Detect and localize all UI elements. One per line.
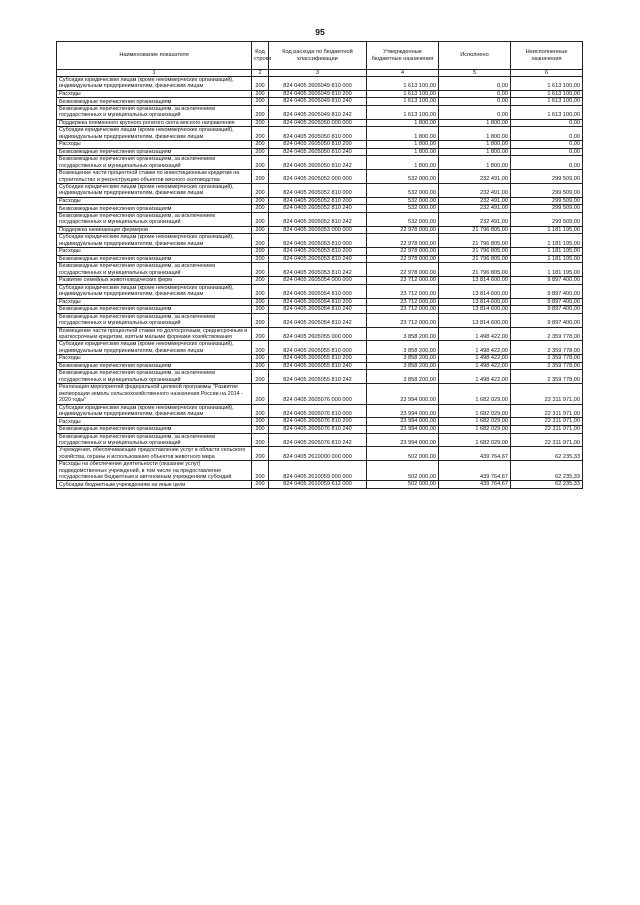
budget-code-cell: 824 0405 2605050 810 200: [269, 141, 367, 149]
budget-code-cell: 824 0405 2605049 810 240: [269, 98, 367, 106]
unexecuted-amount-cell: 299 509,00: [511, 197, 583, 205]
table-row: [57, 447, 583, 461]
executed-amount-cell: 1 800,00: [439, 119, 511, 127]
budget-code-cell: 824 0405 2610000 000 000: [269, 447, 367, 461]
executed-amount-cell: 1 682 029,00: [439, 418, 511, 426]
budget-code-cell: 824 0405 2605076 000 000: [269, 384, 367, 404]
table-row: [57, 119, 583, 127]
unexecuted-amount-cell: 62 235,33: [511, 461, 583, 481]
unexecuted-amount-cell: 22 311 971,00: [511, 418, 583, 426]
column-number: 5: [439, 70, 511, 77]
unexecuted-amount-cell: 299 509,00: [511, 205, 583, 213]
table-row: [57, 127, 583, 141]
line-code-cell: 200: [252, 255, 269, 263]
table-row: [57, 213, 583, 227]
budget-code-cell: 824 0405 2605053 810 242: [269, 263, 367, 277]
line-code-cell: 200: [252, 197, 269, 205]
line-code-cell: 200: [252, 341, 269, 355]
approved-amount-cell: 23 712 000,00: [367, 313, 439, 327]
indicator-name-cell: Безвозмездные перечисления организациям: [57, 362, 252, 370]
indicator-name-cell: Расходы: [57, 90, 252, 98]
line-code-cell: 200: [252, 447, 269, 461]
approved-amount-cell: 22 978 000,00: [367, 248, 439, 256]
column-number-row: [57, 70, 583, 77]
unexecuted-amount-cell: 0,00: [511, 156, 583, 170]
indicator-name-cell: Субсидии бюджетным учреждениям на иные цели: [57, 481, 252, 489]
indicator-name-cell: Безвозмездные перечисления организациям, за исключением государственных и муниципальных организаций: [57, 313, 252, 327]
approved-amount-cell: 23 994 000,00: [367, 384, 439, 404]
table-row: [57, 263, 583, 277]
budget-code-cell: 824 0405 2605053 810 000: [269, 234, 367, 248]
line-code-cell: 200: [252, 98, 269, 106]
budget-code-cell: 824 0405 2605052 810 200: [269, 197, 367, 205]
page-number: 95: [315, 27, 325, 37]
executed-amount-cell: 1 682 029,00: [439, 384, 511, 404]
column-number: 4: [367, 70, 439, 77]
line-code-cell: 200: [252, 77, 269, 91]
budget-code-cell: 824 0405 2605053 000 000: [269, 226, 367, 234]
budget-code-cell: 824 0405 2605050 810 000: [269, 127, 367, 141]
line-code-cell: 200: [252, 298, 269, 306]
unexecuted-amount-cell: 1 613 100,00: [511, 106, 583, 120]
approved-amount-cell: 23 994 000,00: [367, 404, 439, 418]
line-code-cell: 200: [252, 461, 269, 481]
executed-amount-cell: 13 814 600,00: [439, 284, 511, 298]
executed-amount-cell: 21 796 805,00: [439, 263, 511, 277]
line-code-cell: 200: [252, 119, 269, 127]
executed-amount-cell: 1 800,00: [439, 141, 511, 149]
approved-amount-cell: 3 858 200,00: [367, 362, 439, 370]
table-row: [57, 226, 583, 234]
executed-amount-cell: 1 800,00: [439, 148, 511, 156]
approved-amount-cell: 23 994 000,00: [367, 433, 439, 447]
indicator-name-cell: Расходы на обеспечение деятельности (оказание услуг) подведомственных учреждений, в том числе на предоставление государственным бюджетным и автономным учреждениям субсидий: [57, 461, 252, 481]
indicator-name-cell: Расходы: [57, 197, 252, 205]
table-row: [57, 355, 583, 363]
table-row: [57, 461, 583, 481]
executed-amount-cell: 1 682 029,00: [439, 404, 511, 418]
indicator-name-cell: Безвозмездные перечисления организациям, за исключением государственных и муниципальных организаций: [57, 213, 252, 227]
executed-amount-cell: 0,00: [439, 77, 511, 91]
indicator-name-cell: Безвозмездные перечисления организациям, за исключением государственных и муниципальных организаций: [57, 263, 252, 277]
table-row: [57, 298, 583, 306]
indicator-name-cell: Расходы: [57, 298, 252, 306]
unexecuted-amount-cell: 299 509,00: [511, 213, 583, 227]
table-row: [57, 141, 583, 149]
executed-amount-cell: 21 796 805,00: [439, 226, 511, 234]
approved-amount-cell: 532 000,00: [367, 184, 439, 198]
indicator-name-cell: Возмещение части процентной ставки по инвестиционным кредитам на строительство и реконструкцию объектов мясного скотоводства: [57, 170, 252, 184]
budget-code-cell: 824 0405 2605055 000 000: [269, 327, 367, 341]
executed-amount-cell: 1 800,00: [439, 127, 511, 141]
executed-amount-cell: 232 491,00: [439, 184, 511, 198]
line-code-cell: 200: [252, 355, 269, 363]
table-header-row: [57, 42, 583, 70]
executed-amount-cell: 13 814 600,00: [439, 313, 511, 327]
indicator-name-cell: Безвозмездные перечисления организациям, за исключением государственных и муниципальных организаций: [57, 156, 252, 170]
approved-amount-cell: 23 712 000,00: [367, 298, 439, 306]
table-row: [57, 90, 583, 98]
executed-amount-cell: 439 764,67: [439, 481, 511, 489]
budget-code-cell: 824 0405 2605076 810 000: [269, 404, 367, 418]
table-row: [57, 362, 583, 370]
table-row: [57, 205, 583, 213]
table-row: [57, 248, 583, 256]
executed-amount-cell: 1 498 422,00: [439, 370, 511, 384]
executed-amount-cell: 1 498 422,00: [439, 327, 511, 341]
unexecuted-amount-cell: 22 311 971,00: [511, 433, 583, 447]
indicator-name-cell: Учреждения, обеспечивающие предоставление услуг в области сельского хозяйства, охраны и использования объектов животного мира: [57, 447, 252, 461]
line-code-cell: 200: [252, 404, 269, 418]
unexecuted-amount-cell: 9 897 400,00: [511, 298, 583, 306]
executed-amount-cell: 1 800,00: [439, 156, 511, 170]
approved-amount-cell: 532 000,00: [367, 197, 439, 205]
budget-code-cell: 824 0405 2605052 810 000: [269, 184, 367, 198]
executed-amount-cell: 439 764,67: [439, 447, 511, 461]
table-row: [57, 433, 583, 447]
unexecuted-amount-cell: 22 311 971,00: [511, 384, 583, 404]
unexecuted-amount-cell: 0,00: [511, 148, 583, 156]
budget-code-cell: 824 0405 2605053 810 240: [269, 255, 367, 263]
approved-amount-cell: 502 000,00: [367, 447, 439, 461]
unexecuted-amount-cell: 2 359 778,00: [511, 341, 583, 355]
approved-amount-cell: 502 000,00: [367, 461, 439, 481]
executed-amount-cell: 13 814 600,00: [439, 277, 511, 285]
line-code-cell: 200: [252, 226, 269, 234]
line-code-cell: 200: [252, 277, 269, 285]
approved-amount-cell: 22 978 000,00: [367, 263, 439, 277]
line-code-cell: 200: [252, 127, 269, 141]
unexecuted-amount-cell: 1 181 195,00: [511, 226, 583, 234]
budget-code-cell: 824 0405 2605076 810 242: [269, 433, 367, 447]
executed-amount-cell: 232 491,00: [439, 213, 511, 227]
executed-amount-cell: 13 814 600,00: [439, 298, 511, 306]
line-code-cell: 200: [252, 284, 269, 298]
approved-amount-cell: 532 000,00: [367, 205, 439, 213]
unexecuted-amount-cell: 299 509,00: [511, 184, 583, 198]
budget-code-cell: 824 0405 2605076 810 240: [269, 425, 367, 433]
executed-amount-cell: 0,00: [439, 98, 511, 106]
budget-code-cell: 824 0405 2605055 810 240: [269, 362, 367, 370]
line-code-cell: 200: [252, 90, 269, 98]
indicator-name-cell: Развитие семейных животноводческих ферм: [57, 277, 252, 285]
unexecuted-amount-cell: 0,00: [511, 127, 583, 141]
line-code-cell: 200: [252, 425, 269, 433]
approved-amount-cell: 532 000,00: [367, 170, 439, 184]
executed-amount-cell: 21 796 805,00: [439, 248, 511, 256]
budget-code-cell: 824 0405 2605052 810 242: [269, 213, 367, 227]
approved-amount-cell: 502 000,00: [367, 481, 439, 489]
table-row: [57, 170, 583, 184]
executed-amount-cell: 1 498 422,00: [439, 355, 511, 363]
line-code-cell: 200: [252, 148, 269, 156]
column-number: 1: [57, 70, 252, 77]
line-code-cell: 200: [252, 370, 269, 384]
unexecuted-amount-cell: 9 897 400,00: [511, 306, 583, 314]
indicator-name-cell: Субсидии юридическим лицам (кроме некоммерческих организаций), индивидуальным предпринимателям, физическим лицам: [57, 284, 252, 298]
unexecuted-amount-cell: 0,00: [511, 141, 583, 149]
budget-code-cell: 824 0405 2605054 810 242: [269, 313, 367, 327]
indicator-name-cell: Расходы: [57, 248, 252, 256]
budget-code-cell: 824 0405 2605049 810 000: [269, 77, 367, 91]
unexecuted-amount-cell: 1 181 195,00: [511, 255, 583, 263]
indicator-name-cell: Реализация мероприятий федеральной целевой программы "Развитие мелиорации земель сельскохозяйственного назначения России на 2014 - 2020 годы": [57, 384, 252, 404]
table-row: [57, 277, 583, 285]
approved-amount-cell: 1 800,00: [367, 148, 439, 156]
indicator-name-cell: Безвозмездные перечисления организациям, за исключением государственных и муниципальных организаций: [57, 433, 252, 447]
budget-code-cell: 824 0405 2605076 810 200: [269, 418, 367, 426]
table-row: [57, 197, 583, 205]
approved-amount-cell: 1 613 100,00: [367, 106, 439, 120]
table-row: [57, 341, 583, 355]
indicator-name-cell: Расходы: [57, 141, 252, 149]
approved-amount-cell: 23 712 000,00: [367, 306, 439, 314]
unexecuted-amount-cell: 22 311 971,00: [511, 425, 583, 433]
budget-code-cell: 824 0405 2605054 810 200: [269, 298, 367, 306]
budget-code-cell: 824 0405 2605053 810 200: [269, 248, 367, 256]
table-row: [57, 234, 583, 248]
unexecuted-amount-cell: 9 897 400,00: [511, 277, 583, 285]
indicator-name-cell: Безвозмездные перечисления организациям, за исключением государственных и муниципальных организаций: [57, 370, 252, 384]
approved-amount-cell: 3 858 200,00: [367, 327, 439, 341]
budget-execution-table: [56, 41, 583, 489]
column-number: 6: [511, 70, 583, 77]
executed-amount-cell: 1 498 422,00: [439, 362, 511, 370]
indicator-name-cell: Субсидии юридическим лицам (кроме некоммерческих организаций), индивидуальным предпринимателям, физическим лицам: [57, 184, 252, 198]
approved-amount-cell: 532 000,00: [367, 213, 439, 227]
indicator-name-cell: Поддержка начинающих фермеров: [57, 226, 252, 234]
budget-code-cell: 824 0405 2605049 810 200: [269, 90, 367, 98]
approved-amount-cell: 1 613 100,00: [367, 77, 439, 91]
line-code-cell: 200: [252, 313, 269, 327]
table-row: [57, 284, 583, 298]
line-code-cell: 200: [252, 170, 269, 184]
indicator-name-cell: Субсидии юридическим лицам (кроме некоммерческих организаций), индивидуальным предпринимателям, физическим лицам: [57, 404, 252, 418]
column-number: 3: [269, 70, 367, 77]
executed-amount-cell: 232 491,00: [439, 170, 511, 184]
budget-code-cell: 824 0405 2605052 000 000: [269, 170, 367, 184]
line-code-cell: 200: [252, 327, 269, 341]
budget-code-cell: 824 0405 2605054 810 000: [269, 284, 367, 298]
executed-amount-cell: 13 814 600,00: [439, 306, 511, 314]
executed-amount-cell: 21 796 805,00: [439, 255, 511, 263]
executed-amount-cell: 0,00: [439, 106, 511, 120]
table-row: [57, 184, 583, 198]
unexecuted-amount-cell: 2 359 778,00: [511, 370, 583, 384]
unexecuted-amount-cell: 1 181 195,00: [511, 234, 583, 248]
unexecuted-amount-cell: 299 509,00: [511, 170, 583, 184]
indicator-name-cell: Субсидии юридическим лицам (кроме некоммерческих организаций), индивидуальным предпринимателям, физическим лицам: [57, 234, 252, 248]
line-code-cell: 200: [252, 263, 269, 277]
approved-amount-cell: 1 613 100,00: [367, 90, 439, 98]
table-body: [57, 77, 583, 489]
table-row: [57, 98, 583, 106]
approved-amount-cell: 3 858 200,00: [367, 370, 439, 384]
approved-amount-cell: 22 978 000,00: [367, 226, 439, 234]
indicator-name-cell: Поддержка племенного крупного рогатого скота мясного направления: [57, 119, 252, 127]
approved-amount-cell: 23 712 000,00: [367, 284, 439, 298]
table-row: [57, 255, 583, 263]
executed-amount-cell: 439 764,67: [439, 461, 511, 481]
table-row: [57, 327, 583, 341]
table-row: [57, 313, 583, 327]
budget-code-cell: 824 0405 2605049 810 242: [269, 106, 367, 120]
table-row: [57, 384, 583, 404]
indicator-name-cell: Безвозмездные перечисления организациям: [57, 255, 252, 263]
budget-code-cell: 824 0405 2605050 810 240: [269, 148, 367, 156]
header-approved: Утвержденные бюджетные назначения: [367, 42, 439, 70]
line-code-cell: 200: [252, 156, 269, 170]
budget-code-cell: 824 0405 2605055 810 000: [269, 341, 367, 355]
budget-code-cell: 824 0405 2605054 810 240: [269, 306, 367, 314]
line-code-cell: 200: [252, 418, 269, 426]
line-code-cell: 200: [252, 205, 269, 213]
indicator-name-cell: Субсидии юридическим лицам (кроме некоммерческих организаций), индивидуальным предпринимателям, физическим лицам: [57, 77, 252, 91]
executed-amount-cell: 1 498 422,00: [439, 341, 511, 355]
indicator-name-cell: Безвозмездные перечисления организациям, за исключением государственных и муниципальных организаций: [57, 106, 252, 120]
executed-amount-cell: 232 491,00: [439, 197, 511, 205]
unexecuted-amount-cell: 1 613 100,00: [511, 98, 583, 106]
line-code-cell: 200: [252, 141, 269, 149]
unexecuted-amount-cell: 2 359 778,00: [511, 362, 583, 370]
budget-code-cell: 824 0405 2605055 810 242: [269, 370, 367, 384]
unexecuted-amount-cell: 1 613 100,00: [511, 90, 583, 98]
table-row: [57, 148, 583, 156]
approved-amount-cell: 1 800,00: [367, 156, 439, 170]
indicator-name-cell: Безвозмездные перечисления организациям: [57, 205, 252, 213]
line-code-cell: 200: [252, 234, 269, 248]
budget-code-cell: 824 0405 2605050 810 242: [269, 156, 367, 170]
budget-code-cell: 824 0405 2610059 000 000: [269, 461, 367, 481]
executed-amount-cell: 1 682 029,00: [439, 433, 511, 447]
table-row: [57, 425, 583, 433]
line-code-cell: 200: [252, 481, 269, 489]
approved-amount-cell: 1 613 100,00: [367, 98, 439, 106]
line-code-cell: 200: [252, 384, 269, 404]
budget-code-cell: 824 0405 2605054 000 000: [269, 277, 367, 285]
indicator-name-cell: Безвозмездные перечисления организациям: [57, 148, 252, 156]
approved-amount-cell: 22 978 000,00: [367, 234, 439, 248]
approved-amount-cell: 1 800,00: [367, 119, 439, 127]
indicator-name-cell: Субсидии юридическим лицам (кроме некоммерческих организаций), индивидуальным предпринимателям, физическим лицам: [57, 127, 252, 141]
column-number: 2: [252, 70, 269, 77]
line-code-cell: 200: [252, 306, 269, 314]
approved-amount-cell: 3 858 200,00: [367, 341, 439, 355]
line-code-cell: 200: [252, 362, 269, 370]
line-code-cell: 200: [252, 433, 269, 447]
budget-code-cell: 824 0405 2610059 612 000: [269, 481, 367, 489]
table-row: [57, 156, 583, 170]
table-row: [57, 404, 583, 418]
approved-amount-cell: 22 978 000,00: [367, 255, 439, 263]
unexecuted-amount-cell: 2 359 778,00: [511, 355, 583, 363]
executed-amount-cell: 21 796 805,00: [439, 234, 511, 248]
executed-amount-cell: 232 491,00: [439, 205, 511, 213]
approved-amount-cell: 23 994 000,00: [367, 418, 439, 426]
line-code-cell: 200: [252, 106, 269, 120]
indicator-name-cell: Субсидии юридическим лицам (кроме некоммерческих организаций), индивидуальным предпринимателям, физическим лицам: [57, 341, 252, 355]
approved-amount-cell: 1 800,00: [367, 141, 439, 149]
indicator-name-cell: Безвозмездные перечисления организациям: [57, 306, 252, 314]
table-row: [57, 77, 583, 91]
executed-amount-cell: 1 682 029,00: [439, 425, 511, 433]
budget-code-cell: 824 0405 2605052 810 240: [269, 205, 367, 213]
approved-amount-cell: 1 800,00: [367, 127, 439, 141]
unexecuted-amount-cell: 2 359 778,00: [511, 327, 583, 341]
table-row: [57, 418, 583, 426]
header-executed: Исполнено: [439, 42, 511, 70]
unexecuted-amount-cell: 1 181 195,00: [511, 248, 583, 256]
approved-amount-cell: 3 858 200,00: [367, 355, 439, 363]
line-code-cell: 200: [252, 184, 269, 198]
header-line-code: Код строки: [252, 42, 269, 70]
indicator-name-cell: Расходы: [57, 355, 252, 363]
line-code-cell: 200: [252, 248, 269, 256]
unexecuted-amount-cell: 0,00: [511, 119, 583, 127]
table-row: [57, 106, 583, 120]
table-row: [57, 306, 583, 314]
indicator-name-cell: Возмещение части процентной ставки по долгосрочным, среднесрочным и краткосрочным кредитам, взятым малыми формами хозяйствования: [57, 327, 252, 341]
header-unexecuted: Неисполненные назначения: [511, 42, 583, 70]
header-budget-code: Код расхода по бюджетной классификации: [269, 42, 367, 70]
table-row: [57, 370, 583, 384]
unexecuted-amount-cell: 1 613 100,00: [511, 77, 583, 91]
unexecuted-amount-cell: 9 897 400,00: [511, 313, 583, 327]
budget-code-cell: 824 0405 2605055 810 200: [269, 355, 367, 363]
approved-amount-cell: 23 994 000,00: [367, 425, 439, 433]
executed-amount-cell: 0,00: [439, 90, 511, 98]
unexecuted-amount-cell: 62 235,33: [511, 447, 583, 461]
line-code-cell: 200: [252, 213, 269, 227]
unexecuted-amount-cell: 62 235,33: [511, 481, 583, 489]
approved-amount-cell: 23 712 000,00: [367, 277, 439, 285]
unexecuted-amount-cell: 9 897 400,00: [511, 284, 583, 298]
indicator-name-cell: Безвозмездные перечисления организациям: [57, 98, 252, 106]
budget-code-cell: 824 0405 2605050 000 000: [269, 119, 367, 127]
unexecuted-amount-cell: 22 311 971,00: [511, 404, 583, 418]
unexecuted-amount-cell: 1 181 195,00: [511, 263, 583, 277]
table-row: [57, 481, 583, 489]
header-indicator-name: Наименование показателя: [57, 42, 252, 70]
indicator-name-cell: Расходы: [57, 418, 252, 426]
indicator-name-cell: Безвозмездные перечисления организациям: [57, 425, 252, 433]
